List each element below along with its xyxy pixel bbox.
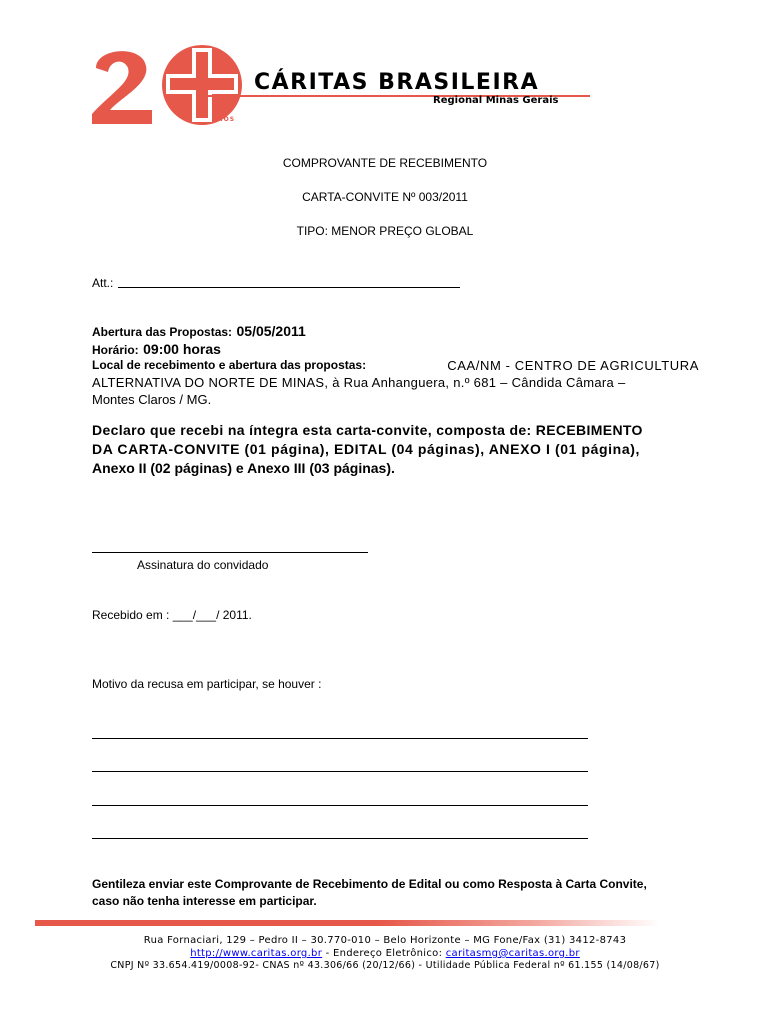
motivo-label: Motivo da recusa em participar, se houver :: [92, 677, 322, 691]
footer-email-prefix: - Endereço Eletrônico:: [322, 948, 446, 959]
logo-anos: ANOS: [212, 116, 236, 123]
recebido-em: Recebido em : ___/___/ 2011.: [92, 608, 252, 622]
signature-label: Assinatura do convidado: [137, 558, 269, 572]
logo-name: CÁRITAS BRASILEIRA: [254, 70, 540, 95]
footer-website-link[interactable]: http://www.caritas.org.br: [190, 948, 323, 959]
gentileza-line2: caso não tenha interesse em participar.: [92, 894, 317, 908]
local-text-line2: ALTERNATIVA DO NORTE DE MINAS, à Rua Anhanguera, n.º 681 – Cândida Câmara –: [92, 375, 626, 390]
abertura-label: Abertura das Propostas:: [92, 325, 233, 339]
footer-address: Rua Fornaciari, 129 – Pedro II – 30.770-010 – Belo Horizonte – MG Fone/Fax (31) 3412-8743: [143, 935, 627, 946]
footer-contact: [0, 948, 770, 959]
declaration-line3: Anexo II (02 páginas) e Anexo III (03 páginas).: [92, 460, 395, 476]
horario-label: Horário:: [92, 343, 139, 357]
declaration-line2: DA CARTA-CONVITE (01 página), EDITAL (04 páginas), ANEXO I (01 página),: [92, 441, 640, 457]
caritas-logo: [90, 40, 590, 130]
footer-divider: [35, 920, 660, 926]
document-title: COMPROVANTE DE RECEBIMENTO: [282, 156, 488, 170]
local-paragraph: [92, 357, 699, 408]
local-label: Local de recebimento e abertura das propostas:: [92, 358, 367, 372]
motivo-line-2: [92, 771, 588, 772]
att-label: Att.:: [92, 276, 114, 290]
footer-email-link[interactable]: caritasmg@caritas.org.br: [445, 948, 580, 959]
declaration-line1: Declaro que recebi na íntegra esta carta-convite, composta de: RECEBIMENTO: [92, 422, 643, 438]
att-line: [118, 287, 460, 288]
motivo-line-4: [92, 838, 588, 839]
abertura-row: [92, 323, 306, 341]
local-text-line1: CAA/NM - CENTRO DE AGRICULTURA: [447, 358, 699, 373]
motivo-line-1: [92, 738, 588, 739]
horario-value: 09:00 horas: [143, 341, 221, 357]
logo-subtitle: Regional Minas Gerais: [433, 95, 559, 106]
declaration-paragraph: [92, 421, 699, 478]
footer-cnpj: CNPJ Nº 33.654.419/0008-92- CNAS nº 43.306/66 (20/12/66) - Utilidade Pública Federal nº 61.155 (14/08/67): [110, 960, 660, 971]
gentileza-line1: Gentileza enviar este Comprovante de Recebimento de Edital ou como Resposta à Carta Convite,: [92, 877, 647, 891]
tipo-line: TIPO: MENOR PREÇO GLOBAL: [296, 224, 474, 238]
local-text-line3: Montes Claros / MG.: [92, 392, 212, 407]
abertura-value: 05/05/2011: [236, 323, 306, 339]
motivo-line-3: [92, 805, 588, 806]
carta-convite-number: CARTA-CONVITE Nº 003/2011: [302, 190, 468, 204]
gentileza-note: [92, 876, 699, 910]
signature-line: [92, 552, 368, 553]
